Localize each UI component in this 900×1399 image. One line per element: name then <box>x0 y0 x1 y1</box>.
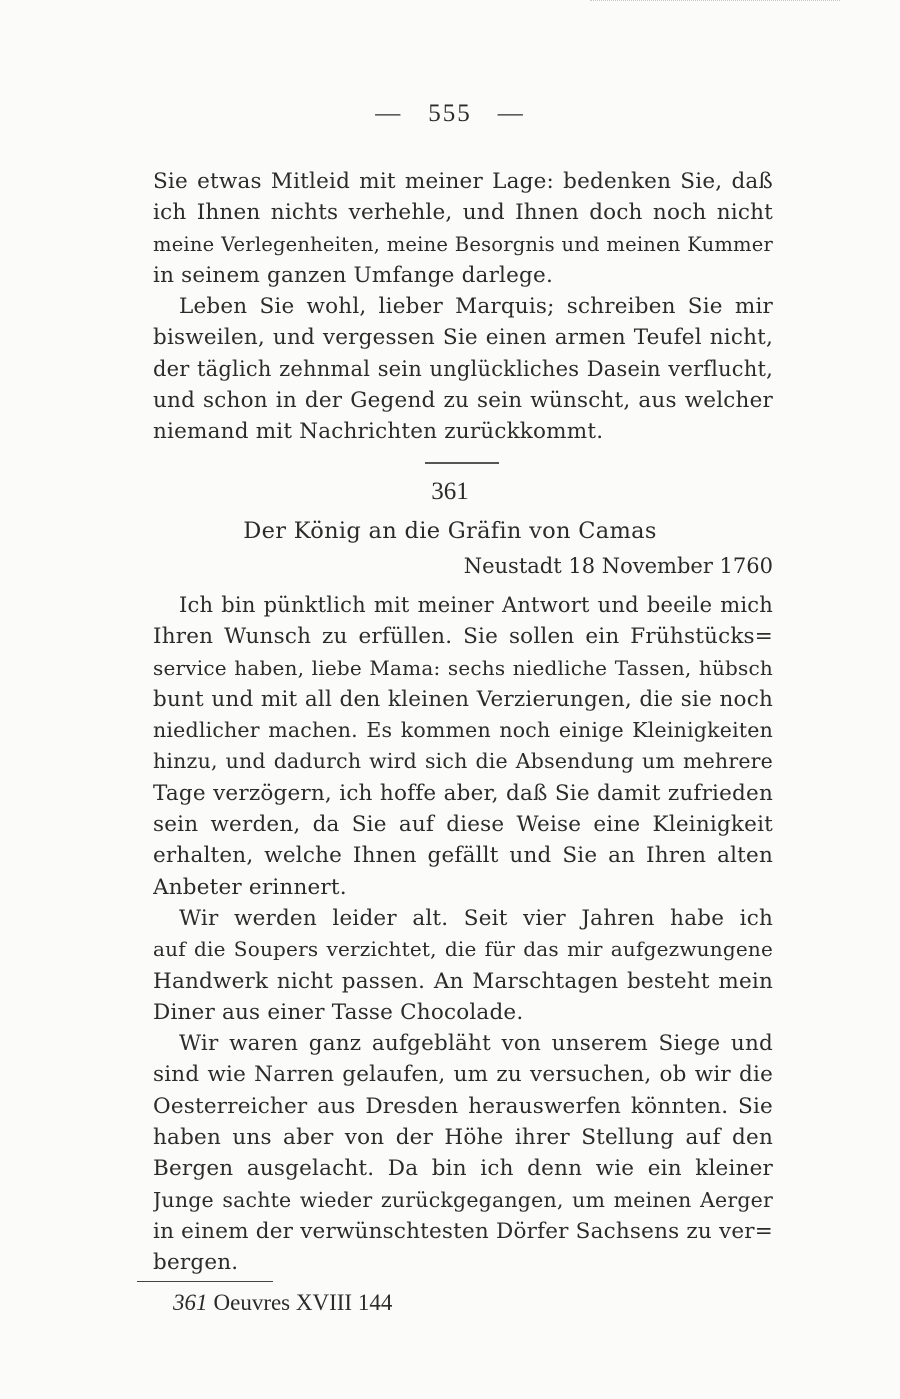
text-line: bunt und mit all den kleinen Verzierungen, die sie noch <box>153 686 773 712</box>
text-line: und schon in der Gegend zu sein wünscht, aus welcher <box>153 388 773 414</box>
text-line: Wir waren ganz aufgebläht von unserem Siege und <box>179 1031 773 1057</box>
text-line: meine Verlegenheiten, meine Besorgnis und meinen Kummer <box>153 232 773 256</box>
text-line: Junge sachte wieder zurückgegangen, um meinen Aerger <box>153 1187 773 1212</box>
text-line: Ihren Wunsch zu erfüllen. Sie sollen ein Frühstücks= <box>153 624 773 650</box>
section-separator <box>425 462 499 464</box>
letter-dateline: Neustadt 18 November 1760 <box>463 554 773 578</box>
text-line: service haben, liebe Mama: sechs niedliche Tassen, hübsch <box>153 655 773 680</box>
text-line: Handwerk nicht passen. An Marschtagen besteht mein <box>153 968 773 994</box>
paragraph <box>153 291 773 447</box>
continuation-text <box>153 166 773 448</box>
text-line: sein werden, da Sie auf diese Weise eine Kleinigkeit <box>153 812 773 838</box>
text-line: auf die Soupers verzichtet, die für das mir aufgezwungene <box>153 937 773 962</box>
text-line: in einem der verwünschtesten Dörfer Sachsens zu ver= <box>153 1218 773 1244</box>
paragraph <box>153 590 773 903</box>
text-line: Oesterreicher aus Dresden herauswerfen könnten. Sie <box>153 1093 773 1119</box>
page-number-value: 555 <box>428 100 472 127</box>
text-line: Diner aus einer Tasse Chocolade. <box>153 999 524 1025</box>
page-number-dash-right: — <box>497 100 525 127</box>
text-line: in seinem ganzen Umfange darlege. <box>153 262 553 288</box>
text-line: bergen. <box>153 1250 239 1276</box>
paragraph <box>153 166 773 291</box>
paragraph <box>153 903 773 1028</box>
text-line: Sie etwas Mitleid mit meiner Lage: bedenken Sie, daß <box>153 169 773 194</box>
letter-title: Der König an die Gräfin von Camas <box>243 518 657 544</box>
text-line: Ich bin pünktlich mit meiner Antwort und beeile mich <box>179 593 773 617</box>
text-line: Bergen ausgelacht. Da bin ich denn wie ein kleiner <box>153 1156 773 1182</box>
text-line: bisweilen, und vergessen Sie einen armen Teufel nicht, <box>153 325 773 351</box>
text-line: Anbeter erinnert. <box>153 874 347 900</box>
text-line: erhalten, welche Ihnen gefällt und Sie an Ihren alten <box>153 843 773 869</box>
scan-artifact-top <box>590 0 840 4</box>
text-line: niemand mit Nachrichten zurückkommt. <box>153 419 604 445</box>
letter-body <box>153 590 773 1279</box>
footnote-number: 361 <box>173 1290 208 1315</box>
text-line: ich Ihnen nichts verhehle, und Ihnen doch noch nicht <box>153 200 773 226</box>
footnote-rule <box>137 1281 273 1282</box>
text-line: sind wie Narren gelaufen, um zu versuchen, ob wir die <box>153 1062 773 1088</box>
footnote <box>173 1290 392 1316</box>
text-line: hinzu, und dadurch wird sich die Absendung um mehrere <box>153 749 773 774</box>
page-number-dash-left: — <box>375 100 403 127</box>
paragraph <box>153 1028 773 1278</box>
text-line: haben uns aber von der Höhe ihrer Stellung auf den <box>153 1125 773 1151</box>
text-line: Wir werden leider alt. Seit vier Jahren habe ich <box>179 905 773 931</box>
text-line: der täglich zehnmal sein unglückliches Dasein verflucht, <box>153 356 773 381</box>
page-number <box>0 100 900 128</box>
text-line: Tage verzögern, ich hoffe aber, daß Sie damit zufrieden <box>153 780 773 806</box>
letter-number: 361 <box>431 478 469 505</box>
text-line: niedlicher machen. Es kommen noch einige Kleinigkeiten <box>153 718 773 743</box>
text-line: Leben Sie wohl, lieber Marquis; schreiben Sie mir <box>179 294 773 320</box>
footnote-text: Oeuvres XVIII 144 <box>213 1290 393 1315</box>
